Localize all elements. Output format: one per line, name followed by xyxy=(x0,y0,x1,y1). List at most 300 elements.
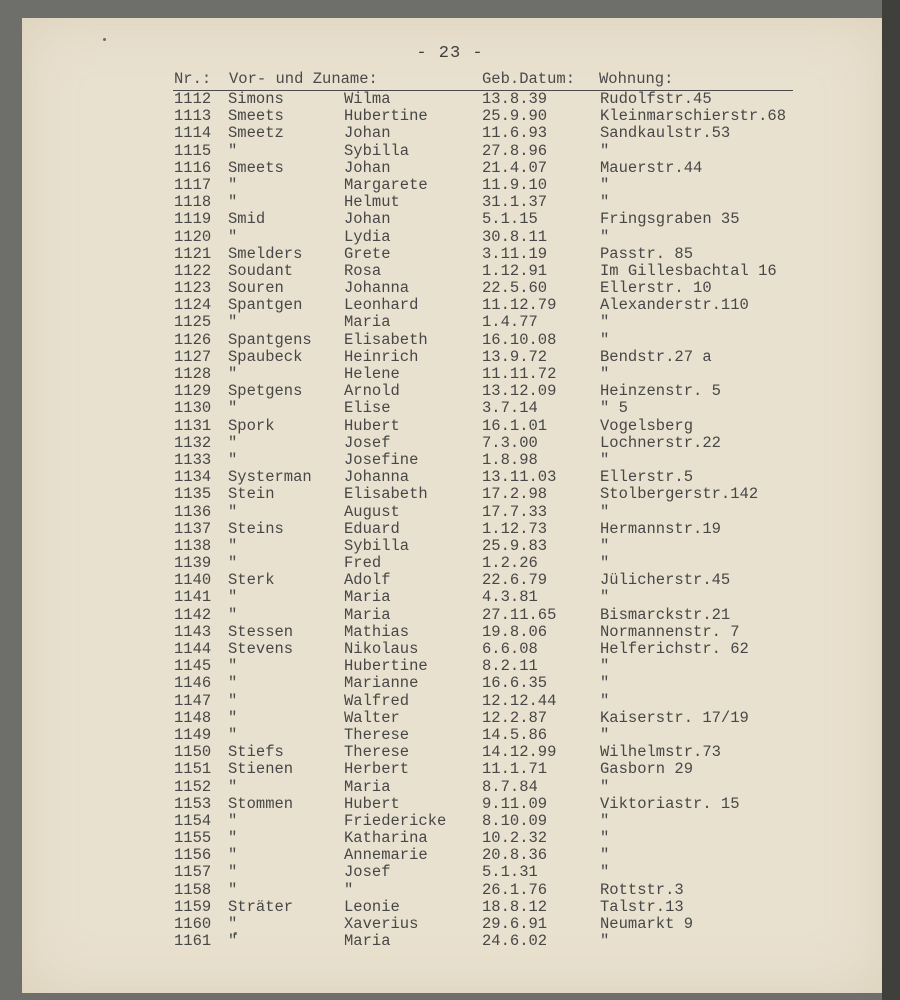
birth-date: 14.12.99 xyxy=(482,743,557,762)
address: " xyxy=(600,811,610,830)
surname: Stienen xyxy=(228,760,294,779)
first-name: Marianne xyxy=(344,674,419,693)
entry-number: 1125 xyxy=(174,313,212,332)
first-name: Mathias xyxy=(344,622,410,641)
table-row xyxy=(0,555,900,572)
first-name: Leonie xyxy=(344,897,400,916)
address: " xyxy=(600,674,610,693)
entry-number: 1156 xyxy=(174,846,212,865)
entry-number: 1157 xyxy=(174,863,212,882)
birth-date: 29.6.91 xyxy=(482,915,548,933)
entry-number: 1133 xyxy=(174,450,212,469)
entry-number: 1149 xyxy=(174,725,212,744)
first-name: " xyxy=(344,880,354,899)
entry-number: 1153 xyxy=(174,794,212,813)
address: Kaiserstr. 17/19 xyxy=(600,708,749,727)
birth-date: 16.1.01 xyxy=(482,416,548,435)
birth-date: 27.11.65 xyxy=(482,605,557,624)
surname: Sträter xyxy=(228,897,294,916)
table-row xyxy=(0,418,900,435)
birth-date: 24.6.02 xyxy=(482,932,548,951)
table-row xyxy=(0,314,900,331)
address: Talstr.13 xyxy=(600,897,684,916)
first-name: Maria xyxy=(344,932,391,951)
first-name: Josef xyxy=(344,433,391,452)
address: Neumarkt 9 xyxy=(600,915,694,933)
birth-date: 1.8.98 xyxy=(482,450,538,469)
table-row xyxy=(0,796,900,813)
entry-number: 1152 xyxy=(174,777,212,796)
entry-number: 1140 xyxy=(174,571,212,590)
first-name: Walter xyxy=(344,708,400,727)
birth-date: 7.3.00 xyxy=(482,433,538,452)
table-header xyxy=(173,70,793,91)
first-name: Johan xyxy=(344,210,391,229)
first-name: Hubert xyxy=(344,794,400,813)
table-row xyxy=(0,899,900,916)
entry-number: 1118 xyxy=(174,193,212,212)
surname: " xyxy=(228,811,238,830)
table-row xyxy=(0,108,900,125)
table-row xyxy=(0,469,900,486)
table-row xyxy=(0,693,900,710)
birth-date: 8.2.11 xyxy=(482,657,538,676)
paper-speck xyxy=(103,38,106,41)
table-row xyxy=(0,177,900,194)
entry-number: 1117 xyxy=(174,175,212,194)
address: " xyxy=(600,502,610,521)
surname: Stein xyxy=(228,485,275,504)
birth-date: 18.8.12 xyxy=(482,897,548,916)
address: " xyxy=(600,932,610,951)
first-name: Therese xyxy=(344,725,410,744)
table-row xyxy=(0,263,900,280)
entry-number: 1139 xyxy=(174,554,212,573)
entry-number: 1158 xyxy=(174,880,212,899)
surname: " xyxy=(228,193,238,212)
address: Stolbergerstr.142 xyxy=(600,485,759,504)
birth-date: 16.10.08 xyxy=(482,330,557,349)
surname: Spetgens xyxy=(228,382,303,401)
birth-date: 11.12.79 xyxy=(482,296,557,315)
first-name: Helene xyxy=(344,365,400,383)
entry-number: 1120 xyxy=(174,227,212,246)
address: " xyxy=(600,365,610,383)
table-row xyxy=(0,400,900,417)
table-row xyxy=(0,761,900,778)
address: " xyxy=(600,657,610,676)
first-name: Maria xyxy=(344,588,391,607)
address: Ellerstr. 10 xyxy=(600,279,712,298)
address: Heinzenstr. 5 xyxy=(600,382,721,401)
entry-number: 1143 xyxy=(174,622,212,641)
address: " xyxy=(600,725,610,744)
surname: " xyxy=(228,915,238,933)
entry-number: 1128 xyxy=(174,365,212,383)
table-row xyxy=(0,710,900,727)
page-number: - 23 - xyxy=(416,44,484,63)
table-row xyxy=(0,143,900,160)
first-name: Johanna xyxy=(344,279,410,298)
address: " xyxy=(600,863,610,882)
table-row xyxy=(0,211,900,228)
table-row xyxy=(0,160,900,177)
surname: Souren xyxy=(228,279,284,298)
birth-date: 12.2.87 xyxy=(482,708,548,727)
first-name: Josefine xyxy=(344,450,419,469)
birth-date: 4.3.81 xyxy=(482,588,538,607)
entry-number: 1138 xyxy=(174,536,212,555)
address: Ellerstr.5 xyxy=(600,468,694,487)
first-name: Sybilla xyxy=(344,536,410,555)
birth-date: 13.12.09 xyxy=(482,382,557,401)
surname: Smelders xyxy=(228,244,303,263)
entry-number: 1145 xyxy=(174,657,212,676)
table-row xyxy=(0,486,900,503)
entry-number: 1161 xyxy=(174,932,212,951)
surname: Stevens xyxy=(228,640,294,658)
surname: Spork xyxy=(228,416,275,435)
address: " xyxy=(600,536,610,555)
surname: " xyxy=(228,141,238,160)
address: " xyxy=(600,450,610,469)
birth-date: 19.8.06 xyxy=(482,622,548,641)
birth-date: 5.1.31 xyxy=(482,863,538,882)
first-name: Therese xyxy=(344,743,410,762)
surname: Stessen xyxy=(228,622,294,641)
entry-number: 1112 xyxy=(174,90,212,108)
address: " xyxy=(600,227,610,246)
birth-date: 31.1.37 xyxy=(482,193,548,212)
birth-date: 13.11.03 xyxy=(482,468,557,487)
birth-date: 21.4.07 xyxy=(482,158,548,177)
surname: " xyxy=(228,502,238,521)
birth-date: 16.6.35 xyxy=(482,674,548,693)
address: Rudolfstr.45 xyxy=(600,90,712,108)
address: Vogelsberg xyxy=(600,416,694,435)
address: " xyxy=(600,588,610,607)
table-row xyxy=(0,383,900,400)
first-name: Josef xyxy=(344,863,391,882)
register-table xyxy=(0,91,900,950)
table-row xyxy=(0,366,900,383)
surname: " xyxy=(228,536,238,555)
table-row xyxy=(0,641,900,658)
birth-date: 9.11.09 xyxy=(482,794,548,813)
address: Im Gillesbachtal 16 xyxy=(600,261,777,280)
entry-number: 1146 xyxy=(174,674,212,693)
address: Sandkaulstr.53 xyxy=(600,124,731,143)
birth-date: 14.5.86 xyxy=(482,725,548,744)
birth-date: 11.11.72 xyxy=(482,365,557,383)
address: Bendstr.27 a xyxy=(600,347,712,366)
first-name: Elisabeth xyxy=(344,485,428,504)
birth-date: 3.7.14 xyxy=(482,399,538,418)
table-row xyxy=(0,91,900,108)
entry-number: 1154 xyxy=(174,811,212,830)
first-name: Elise xyxy=(344,399,391,418)
header-address: Wohnung: xyxy=(599,70,674,88)
table-row xyxy=(0,521,900,538)
birth-date: 17.2.98 xyxy=(482,485,548,504)
entry-number: 1142 xyxy=(174,605,212,624)
first-name: Sybilla xyxy=(344,141,410,160)
address: Alexanderstr.110 xyxy=(600,296,749,315)
table-row xyxy=(0,607,900,624)
address: " 5 xyxy=(600,399,628,418)
table-row xyxy=(0,452,900,469)
first-name: Katharina xyxy=(344,829,428,848)
address: " xyxy=(600,313,610,332)
surname: Steins xyxy=(228,519,284,538)
surname: Smeets xyxy=(228,107,284,126)
table-row xyxy=(0,658,900,675)
surname: Spaubeck xyxy=(228,347,303,366)
address: Jülicherstr.45 xyxy=(600,571,731,590)
birth-date: 25.9.90 xyxy=(482,107,548,126)
table-row xyxy=(0,933,900,950)
surname: " xyxy=(228,588,238,607)
address: Mauerstr.44 xyxy=(600,158,703,177)
birth-date: 6.6.08 xyxy=(482,640,538,658)
surname: Sterk xyxy=(228,571,275,590)
header-dob: Geb.Datum: xyxy=(482,70,576,88)
entry-number: 1121 xyxy=(174,244,212,263)
address: Viktoriastr. 15 xyxy=(600,794,740,813)
birth-date: 12.12.44 xyxy=(482,691,557,710)
address: Bismarckstr.21 xyxy=(600,605,731,624)
address: Normannenstr. 7 xyxy=(600,622,740,641)
birth-date: 11.6.93 xyxy=(482,124,548,143)
surname: " xyxy=(228,450,238,469)
entry-number: 1160 xyxy=(174,915,212,933)
entry-number: 1124 xyxy=(174,296,212,315)
table-row xyxy=(0,435,900,452)
first-name: Grete xyxy=(344,244,391,263)
entry-number: 1131 xyxy=(174,416,212,435)
table-row xyxy=(0,297,900,314)
table-row xyxy=(0,349,900,366)
entry-number: 1137 xyxy=(174,519,212,538)
first-name: Fred xyxy=(344,554,382,573)
entry-number: 1135 xyxy=(174,485,212,504)
entry-number: 1129 xyxy=(174,382,212,401)
first-name: August xyxy=(344,502,400,521)
birth-date: 30.8.11 xyxy=(482,227,548,246)
birth-date: 1.4.77 xyxy=(482,313,538,332)
birth-date: 1.12.91 xyxy=(482,261,548,280)
surname: " xyxy=(228,365,238,383)
table-row xyxy=(0,864,900,881)
birth-date: 11.1.71 xyxy=(482,760,548,779)
entry-number: 1155 xyxy=(174,829,212,848)
surname: " xyxy=(228,880,238,899)
birth-date: 1.2.26 xyxy=(482,554,538,573)
header-name: Vor- und Zuname: xyxy=(229,70,378,88)
table-row xyxy=(0,744,900,761)
birth-date: 13.9.72 xyxy=(482,347,548,366)
table-row xyxy=(0,847,900,864)
surname: " xyxy=(228,846,238,865)
first-name: Eduard xyxy=(344,519,400,538)
birth-date: 26.1.76 xyxy=(482,880,548,899)
table-row xyxy=(0,779,900,796)
address: " xyxy=(600,846,610,865)
entry-number: 1136 xyxy=(174,502,212,521)
first-name: Lydia xyxy=(344,227,391,246)
address: " xyxy=(600,829,610,848)
surname: " xyxy=(228,313,238,332)
first-name: Leonhard xyxy=(344,296,419,315)
address: Gasborn 29 xyxy=(600,760,694,779)
first-name: Herbert xyxy=(344,760,410,779)
surname: " xyxy=(228,674,238,693)
table-row xyxy=(0,589,900,606)
table-row xyxy=(0,916,900,933)
table-row xyxy=(0,727,900,744)
first-name: Helmut xyxy=(344,193,400,212)
surname: " xyxy=(228,227,238,246)
birth-date: 3.11.19 xyxy=(482,244,548,263)
address: Hermannstr.19 xyxy=(600,519,721,538)
first-name: Hubertine xyxy=(344,107,428,126)
entry-number: 1113 xyxy=(174,107,212,126)
address: Fringsgraben 35 xyxy=(600,210,740,229)
entry-number: 1144 xyxy=(174,640,212,658)
address: " xyxy=(600,330,610,349)
table-row xyxy=(0,125,900,142)
entry-number: 1114 xyxy=(174,124,212,143)
address: " xyxy=(600,554,610,573)
first-name: Johan xyxy=(344,124,391,143)
surname: " xyxy=(228,708,238,727)
entry-number: 1159 xyxy=(174,897,212,916)
address: Helferichstr. 62 xyxy=(600,640,749,658)
table-row xyxy=(0,538,900,555)
table-row xyxy=(0,882,900,899)
address: " xyxy=(600,175,610,194)
first-name: Hubert xyxy=(344,416,400,435)
birth-date: 17.7.33 xyxy=(482,502,548,521)
table-row xyxy=(0,572,900,589)
surname: Smeets xyxy=(228,158,284,177)
entry-number: 1141 xyxy=(174,588,212,607)
first-name: Maria xyxy=(344,313,391,332)
surname: " xyxy=(228,399,238,418)
entry-number: 1130 xyxy=(174,399,212,418)
first-name: Johan xyxy=(344,158,391,177)
entry-number: 1134 xyxy=(174,468,212,487)
surname: " xyxy=(228,175,238,194)
address: " xyxy=(600,691,610,710)
entry-number: 1150 xyxy=(174,743,212,762)
surname: " xyxy=(228,691,238,710)
address: Lochnerstr.22 xyxy=(600,433,721,452)
surname: " xyxy=(228,863,238,882)
entry-number: 1147 xyxy=(174,691,212,710)
first-name: Heinrich xyxy=(344,347,419,366)
entry-number: 1115 xyxy=(174,141,212,160)
first-name: Annemarie xyxy=(344,846,428,865)
surname: Spantgen xyxy=(228,296,303,315)
entry-number: 1151 xyxy=(174,760,212,779)
surname: " xyxy=(228,433,238,452)
address: Wilhelmstr.73 xyxy=(600,743,721,762)
birth-date: 8.7.84 xyxy=(482,777,538,796)
address: " xyxy=(600,193,610,212)
table-row xyxy=(0,813,900,830)
surname: " xyxy=(228,657,238,676)
table-row xyxy=(0,194,900,211)
address: " xyxy=(600,141,610,160)
address: " xyxy=(600,777,610,796)
birth-date: 1.12.73 xyxy=(482,519,548,538)
first-name: Margarete xyxy=(344,175,428,194)
birth-date: 22.6.79 xyxy=(482,571,548,590)
first-name: Wilma xyxy=(344,90,391,108)
entry-number: 1119 xyxy=(174,210,212,229)
surname: Spantgens xyxy=(228,330,312,349)
entry-number: 1148 xyxy=(174,708,212,727)
header-nr: Nr.: xyxy=(174,70,212,88)
first-name: Nikolaus xyxy=(344,640,419,658)
surname: Stommen xyxy=(228,794,294,813)
entry-number: 1132 xyxy=(174,433,212,452)
first-name: Walfred xyxy=(344,691,410,710)
table-row xyxy=(0,229,900,246)
surname: " xyxy=(228,777,238,796)
first-name: Maria xyxy=(344,605,391,624)
entry-number: 1123 xyxy=(174,279,212,298)
surname: Stiefs xyxy=(228,743,284,762)
first-name: Maria xyxy=(344,777,391,796)
birth-date: 11.9.10 xyxy=(482,175,548,194)
first-name: Xaverius xyxy=(344,915,419,933)
surname: Systerman xyxy=(228,468,312,487)
address: Rottstr.3 xyxy=(600,880,684,899)
birth-date: 5.1.15 xyxy=(482,210,538,229)
entry-number: 1127 xyxy=(174,347,212,366)
table-row xyxy=(0,675,900,692)
table-row xyxy=(0,830,900,847)
surname: " xyxy=(228,605,238,624)
surname: " xyxy=(228,554,238,573)
first-name: Hubertine xyxy=(344,657,428,676)
surname: Simons xyxy=(228,90,284,108)
table-row xyxy=(0,246,900,263)
surname: " xyxy=(228,932,238,951)
table-row xyxy=(0,624,900,641)
birth-date: 25.9.83 xyxy=(482,536,548,555)
surname: Smeetz xyxy=(228,124,284,143)
birth-date: 22.5.60 xyxy=(482,279,548,298)
birth-date: 10.2.32 xyxy=(482,829,548,848)
first-name: Rosa xyxy=(344,261,382,280)
address: Passtr. 85 xyxy=(600,244,694,263)
birth-date: 20.8.36 xyxy=(482,846,548,865)
table-row xyxy=(0,504,900,521)
address: Kleinmarschierstr.68 xyxy=(600,107,787,126)
first-name: Adolf xyxy=(344,571,391,590)
surname: Soudant xyxy=(228,261,294,280)
surname: " xyxy=(228,829,238,848)
birth-date: 8.10.09 xyxy=(482,811,548,830)
entry-number: 1122 xyxy=(174,261,212,280)
entry-number: 1116 xyxy=(174,158,212,177)
table-row xyxy=(0,332,900,349)
surname: " xyxy=(228,725,238,744)
first-name: Friedericke xyxy=(344,811,447,830)
